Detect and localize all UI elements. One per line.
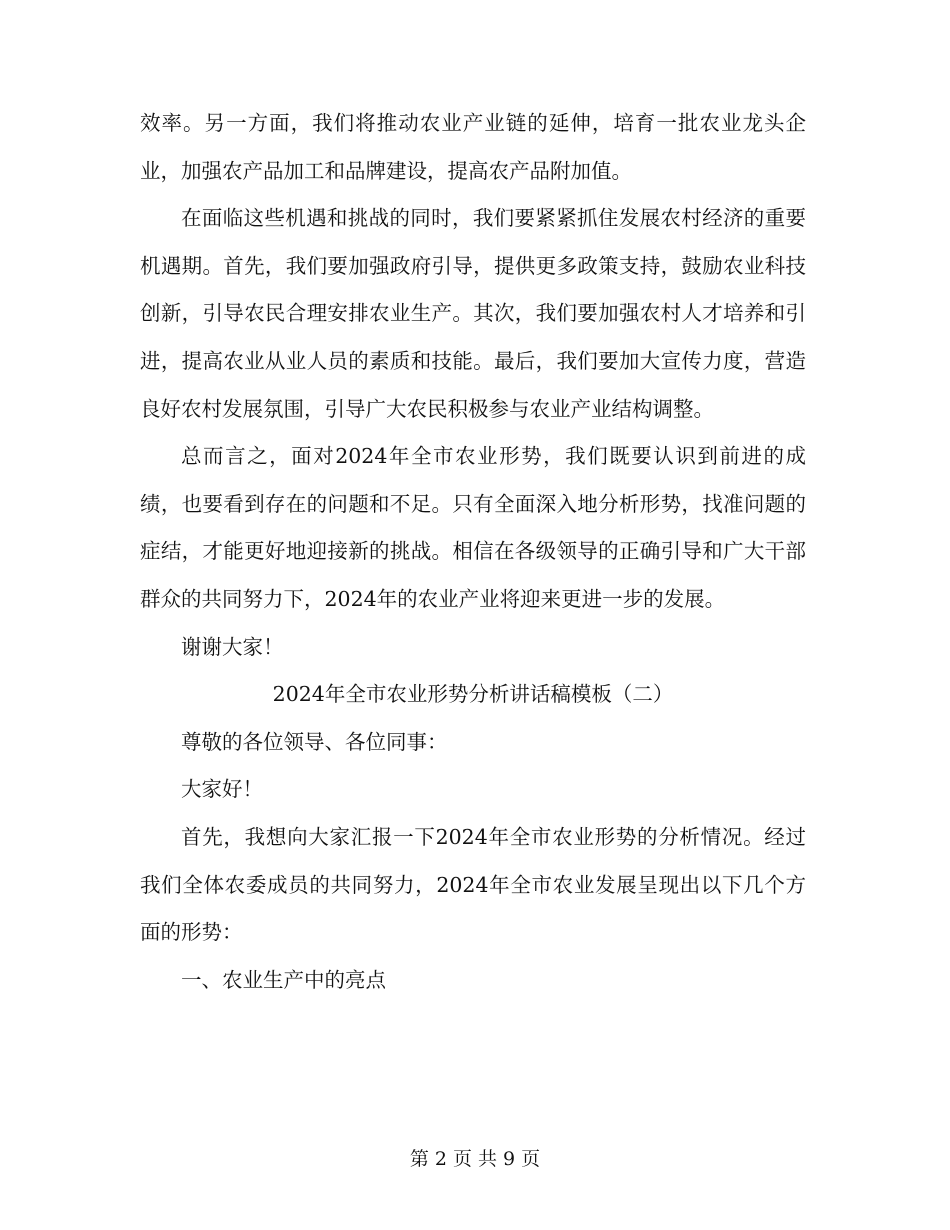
paragraph: 总而言之，面对2024年全市农业形势，我们既要认识到前进的成绩，也要看到存在的问题和不足。只有全面深入地分析形势，找准问题的症结，才能更好地迎接新的挑战。相信在各级领导的正确引导和广大干部群众的共同努力下，2024年的农业产业将迎来更进一步的发展。	[140, 444, 806, 611]
paragraph: 在面临这些机遇和挑战的同时，我们要紧紧抓住发展农村经济的重要机遇期。首先，我们要加强政府引导，提供更多政策支持，鼓励农业科技创新，引导农民合理安排农业生产。其次，我们要加强农村人才培养和引进，提高农业从业人员的素质和技能。最后，我们要加大宣传力度，营造良好农村发展氛围，引导广大农民积极参与农业产业结构调整。	[140, 206, 806, 421]
salutation: 尊敬的各位领导、各位同事：	[181, 729, 448, 754]
greeting: 大家好！	[181, 777, 263, 802]
closing-remark: 谢谢大家！	[181, 634, 284, 659]
document-body	[140, 100, 806, 1004]
paragraph: 首先，我想向大家汇报一下2024年全市农业形势的分析情况。经过我们全体农委成员的共同努力，2024年全市农业发展呈现出以下几个方面的形势：	[140, 824, 806, 945]
section-heading: 一、农业生产中的亮点	[181, 967, 386, 992]
section-title: 2024年全市农业形势分析讲话稿模板（二）	[272, 682, 674, 707]
paragraph: 效率。另一方面，我们将推动农业产业链的延伸，培育一批农业龙头企业，加强农产品加工和品牌建设，提高农产品附加值。	[140, 111, 806, 183]
page-number-footer: 第 2 页 共 9 页	[409, 1148, 541, 1170]
